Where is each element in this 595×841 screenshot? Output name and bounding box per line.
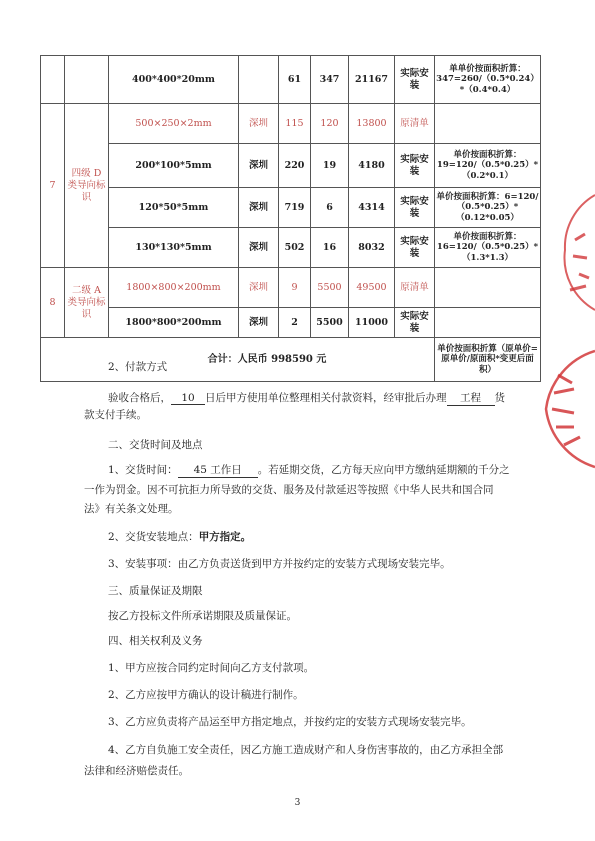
payment-line [108, 390, 505, 406]
item-price: 120 [311, 104, 349, 144]
total-label: 合计：人民币 998590 元 [41, 338, 435, 382]
delivery-text-3: 法》有关条文处理。 [84, 503, 179, 515]
item-type: 原清单 [395, 104, 435, 144]
item-note: 单价按面积折算：6=120/（0.5*0.25）*（0.12*0.05） [435, 188, 541, 228]
item-spec: 1800*800*200mm [109, 308, 239, 338]
rights-4: 4、乙方自负施工安全责任，因乙方施工造成财产和人身伤害事故的，由乙方承担全部 [108, 744, 504, 756]
row-number: 8 [41, 268, 65, 338]
rights-2: 2、乙方应按甲方确认的设计稿进行制作。 [108, 689, 304, 701]
rights-title: 四、相关权利及义务 [108, 635, 203, 647]
item-amount: 11000 [349, 308, 395, 338]
delivery-time-text: 。若延期交货，乙方每天应向甲方缴纳延期额的千分之 [257, 464, 510, 476]
item-spec: 400*400*20mm [109, 56, 239, 104]
item-note [435, 308, 541, 338]
item-place: 深圳 [239, 228, 279, 268]
item-name: 二级 A 类导向标识 [65, 268, 109, 338]
seal-stamp-top [555, 190, 595, 320]
table-row [41, 144, 541, 188]
total-note: 单价按面积折算（原单价=原单价/原面积*变更后面积） [435, 338, 541, 382]
install-line: 3、安装事项：由乙方负责送货到甲方并按约定的安装方式现场安装完毕。 [108, 558, 451, 570]
item-spec: 500×250×2mm [109, 104, 239, 144]
table-row [41, 228, 541, 268]
item-amount: 4180 [349, 144, 395, 188]
item-qty: 502 [279, 228, 311, 268]
rights-3: 3、乙方应负责将产品运至甲方指定地点，并按约定的安装方式现场安装完毕。 [108, 716, 472, 728]
payment-title: 2、付款方式 [108, 361, 168, 373]
item-amount: 21167 [349, 56, 395, 104]
item-qty: 719 [279, 188, 311, 228]
item-spec: 200*100*5mm [109, 144, 239, 188]
item-note [435, 268, 541, 308]
table-row [41, 268, 541, 308]
table-row [41, 56, 541, 104]
payment-text-a: 验收合格后， [108, 392, 171, 404]
item-spec: 120*50*5mm [109, 188, 239, 228]
item-type: 实际安装 [395, 144, 435, 188]
item-place: 深圳 [239, 188, 279, 228]
item-type: 实际安装 [395, 56, 435, 104]
rights-4-cont: 法律和经济赔偿责任。 [84, 765, 189, 777]
item-amount: 13800 [349, 104, 395, 144]
item-place: 深圳 [239, 104, 279, 144]
price-table [40, 55, 541, 382]
payment-days: 10 [171, 392, 205, 405]
item-note: 单单价按面积折算：347=260/（0.5*0.24）*（0.4*0.4） [435, 56, 541, 104]
item-price: 5500 [311, 308, 349, 338]
item-note: 单价按面积折算：19=120/（0.5*0.25）*（0.2*0.1） [435, 144, 541, 188]
payment-blank: 工程 [447, 390, 495, 406]
rights-1: 1、甲方应按合同约定时间向乙方支付款项。 [108, 662, 315, 674]
item-name [65, 56, 109, 104]
delivery-place-value: 甲方指定。 [198, 531, 252, 543]
quality-text: 按乙方投标文件所承诺期限及质量保证。 [108, 610, 297, 622]
item-amount: 8032 [349, 228, 395, 268]
item-qty: 115 [279, 104, 311, 144]
item-price: 6 [311, 188, 349, 228]
item-place: 深圳 [239, 268, 279, 308]
item-qty: 9 [279, 268, 311, 308]
item-type: 原清单 [395, 268, 435, 308]
item-price: 347 [311, 56, 349, 104]
table-row [41, 188, 541, 228]
page-number: 3 [294, 798, 301, 808]
item-type: 实际安装 [395, 308, 435, 338]
delivery-days: 45 工作日 [178, 462, 258, 478]
item-place: 深圳 [239, 308, 279, 338]
item-note [435, 104, 541, 144]
delivery-place-label: 2、交货安装地点： [108, 531, 199, 543]
payment-text-c: 货 [494, 392, 505, 404]
item-type: 实际安装 [395, 188, 435, 228]
item-qty: 2 [279, 308, 311, 338]
payment-text-b: 日后甲方使用单位整理相关付款资料，经审批后办理 [205, 392, 447, 404]
item-price: 19 [311, 144, 349, 188]
item-place: 深圳 [239, 144, 279, 188]
item-amount: 4314 [349, 188, 395, 228]
item-name: 四级 D 类导向标识 [65, 104, 109, 268]
payment-line-2: 款支付手续。 [84, 409, 147, 421]
quality-title: 三、质量保证及期限 [108, 585, 203, 597]
item-qty: 61 [279, 56, 311, 104]
item-type: 实际安装 [395, 228, 435, 268]
table-row [41, 104, 541, 144]
delivery-time-label: 1、交货时间： [108, 464, 178, 476]
delivery-time-line [108, 462, 510, 478]
seal-stamp-bottom [538, 345, 595, 475]
item-price: 16 [311, 228, 349, 268]
delivery-title: 二、交货时间及地点 [108, 439, 203, 451]
row-number [41, 56, 65, 104]
item-note: 单价按面积折算：16=120/（0.5*0.25）*（1.3*1.3） [435, 228, 541, 268]
item-price: 5500 [311, 268, 349, 308]
item-spec: 130*130*5mm [109, 228, 239, 268]
item-spec: 1800×800×200mm [109, 268, 239, 308]
item-qty: 220 [279, 144, 311, 188]
delivery-place-line [108, 529, 251, 544]
row-number: 7 [41, 104, 65, 268]
delivery-text-2: 一作为罚金。因不可抗拒力所导致的交货、服务及付款延迟等按照《中华人民共和国合同 [84, 484, 494, 496]
table-body [41, 56, 541, 338]
item-amount: 49500 [349, 268, 395, 308]
table-row [41, 308, 541, 338]
item-place [239, 56, 279, 104]
